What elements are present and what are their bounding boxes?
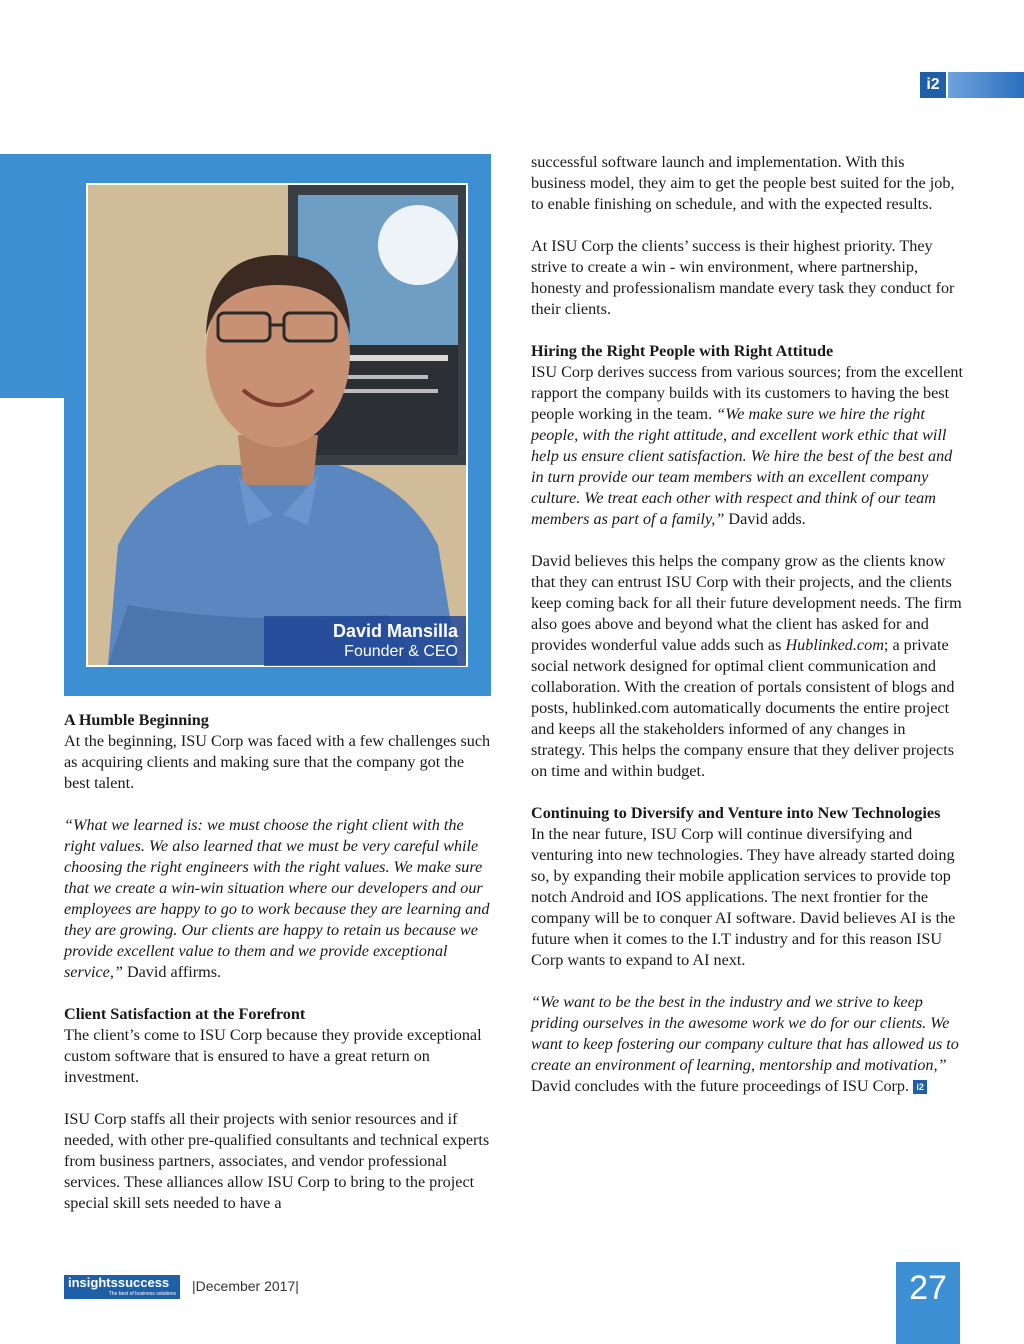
brand-tagline: The best of business solutions [108,1291,176,1297]
header-accent-bar [948,72,1024,98]
footer-brand-logo [64,1275,180,1299]
paragraph [531,551,963,782]
section-heading: Client Satisfaction at the Forefront [64,1005,306,1023]
section-heading: Hiring the Right People with Right Attitude [531,342,834,360]
quote-paragraph [531,362,963,530]
photo-caption [264,616,466,666]
paragraph: ISU Corp staffs all their projects with senior resources and if needed, with other pre-qualified consultants and technical experts from business partners, associates, and vendor professional services. These alliances allow ISU Corp to bring to the project special skill sets needed to have a [64,1110,490,1212]
quote-text: “We make sure we hire the right people, with the right attitude, and excellent work ethic that will help us ensure client satisfaction. We hire the best of the best and in turn provide our team members with an excellent company culture. We treat each other with respect and think of our team members as part of a family,” [531,405,953,528]
brand-name: insightssuccess [68,1275,170,1290]
magazine-logo-icon: i2 [920,72,946,98]
quote-text: “What we learned is: we must choose the right client with the right values. We also learned that we must be very careful while choosing the right engineers with the right values. We make sure that we create a win-win situation where our developers and our employees are happy to go to work because they are learning and they are growing. Our clients are happy to retain us because we provide excellent value to them and we provide exceptional service,” [64,816,490,981]
section-heading: Continuing to Diversify and Venture into New Technologies [531,804,941,822]
paragraph: The client’s come to ISU Corp because they provide exceptional custom software that is ensured to have a great return on investment. [64,1026,482,1086]
ceo-photo [86,183,468,667]
end-mark-icon: i2 [913,1080,927,1094]
section-heading: A Humble Beginning [64,711,209,729]
portrait-illustration [88,185,466,665]
paragraph: In the near future, ISU Corp will continue diversifying and venturing into new technologies. They have already started doing so, by expanding their mobile application services to provide top notch Android and IOS applications. The next frontier for the company will be to conquer AI software. David believes AI is the future when it comes to the I.T industry and for this reason ISU Corp wants to expand to AI next. [531,825,956,969]
right-column [531,152,963,1118]
hublinked-mention: Hublinked.com [785,636,884,654]
paragraph-lead: ISU Corp derives success from various sources; from the excellent rapport the company builds with its customers to having the best people working in the team. [531,363,963,423]
paragraph-text: David believes this helps the company grow as the clients know that they can entrust ISU Corp with their projects, and the clients keep coming back for all their future development needs. The firm also goes above and beyond what the client has asked for and provides wonderful value adds such as [531,552,962,654]
quote-attribution: David adds. [724,510,806,528]
person-name: David Mansilla [332,621,458,641]
paragraph: At ISU Corp the clients’ success is their highest priority. They strive to create a win - win environment, where partnership, honesty and professionalism mandate every task they conduct for their clients. [531,237,955,318]
paragraph: successful software launch and implementation. With this business model, they aim to get the people best suited for the job, to enable finishing on schedule, and with the expected results. [531,153,955,213]
quote-paragraph [64,815,494,983]
quote-text: “We want to be the best in the industry and we strive to keep priding ourselves in the awesome work we do for our clients. We want to keep fostering our company culture that has allowed us to create an environment of learning, mentorship and motivation,” [531,993,959,1074]
left-column [64,710,494,1235]
paragraph: At the beginning, ISU Corp was faced with a few challenges such as acquiring clients and making sure that the company got the best talent. [64,732,491,792]
page-number: 27 [896,1262,960,1344]
quote-paragraph [531,992,963,1097]
photo-frame-cutout [0,398,64,696]
issue-date: |December 2017| [192,1278,299,1294]
person-title: Founder & CEO [344,643,458,660]
quote-attribution: David affirms. [122,963,222,981]
paragraph-text: ; a private social network designed for optimal client communication and collaboration. With the creation of portals consistent of blogs and posts, hublinked.com automatically documents the entire project and keeps all the stakeholders informed of any changes in strategy. This helps the company ensure that they deliver projects on time and within budget. [531,636,955,780]
quote-attribution: David concludes with the future proceedings of ISU Corp. [531,1077,914,1095]
